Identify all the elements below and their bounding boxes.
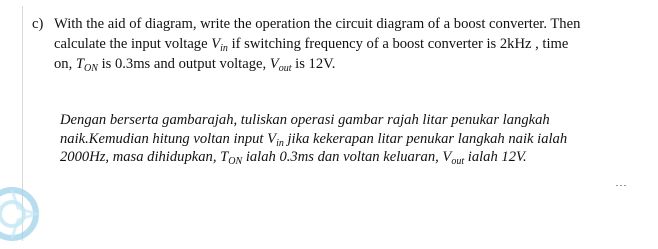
- question-line-1: [32, 14, 642, 34]
- translation-line-2-text-a: naik.Kemudian hitung voltan input: [60, 130, 268, 147]
- translation-vin-letter: V: [267, 130, 277, 147]
- translation-vout-subscript: out: [451, 156, 465, 167]
- watermark-logo-icon: [0, 184, 42, 244]
- translation-vout-letter: V: [442, 149, 452, 165]
- dotted-leader: [616, 173, 630, 175]
- question-line-2: [32, 34, 642, 54]
- question-line-2-text-a: calculate the input voltage: [54, 36, 212, 52]
- translation-line-3: [60, 148, 640, 167]
- translation-ton-subscript: ON: [228, 156, 243, 167]
- vout-symbol-subscript: out: [278, 63, 292, 74]
- vin-symbol-subscript: in: [220, 43, 228, 54]
- translation-line-3-text-a: 2000Hz, masa dihidupkan,: [60, 149, 221, 165]
- translation-malay: [60, 111, 640, 167]
- translation-vout-symbol: [442, 149, 464, 165]
- translation-vin-subscript: in: [276, 137, 284, 149]
- vout-symbol: [270, 56, 292, 72]
- translation-line-3-text-c: ialah 12V.: [464, 149, 527, 165]
- question-line-3-text-b: is 0.3ms and output voltage,: [97, 56, 270, 72]
- vout-symbol-letter: V: [269, 56, 279, 72]
- ton-symbol-subscript: ON: [84, 63, 98, 74]
- translation-line-3-text-b: ialah 0.3ms dan voltan keluaran,: [242, 149, 443, 165]
- question-label: c): [32, 16, 44, 32]
- question-line-2-text-b: if switching frequency of a boost converter is 2kHz , time: [227, 36, 569, 52]
- ton-symbol-letter: T: [75, 56, 85, 72]
- ton-symbol: [76, 56, 98, 72]
- question-line-3-text-a: on,: [54, 56, 76, 72]
- vin-symbol-letter: V: [211, 36, 221, 52]
- question-c: [32, 14, 642, 74]
- translation-line-2: [60, 130, 640, 149]
- translation-vin-symbol: [267, 131, 284, 147]
- question-line-3-text-c: is 12V.: [291, 56, 336, 72]
- translation-ton-letter: T: [220, 149, 229, 165]
- question-line-3: [32, 54, 642, 74]
- translation-line-1: Dengan berserta gambarajah, tuliskan operasi gambar rajah litar penukar langkah: [60, 112, 550, 128]
- translation-line-2-text-b: jika kekerapan litar penukar langkah naik ialah: [283, 130, 568, 147]
- vin-symbol: [211, 36, 228, 52]
- question-line-1-text: With the aid of diagram, write the operation the circuit diagram of a boost converter. Then: [54, 16, 581, 32]
- translation-ton-symbol: [220, 149, 242, 165]
